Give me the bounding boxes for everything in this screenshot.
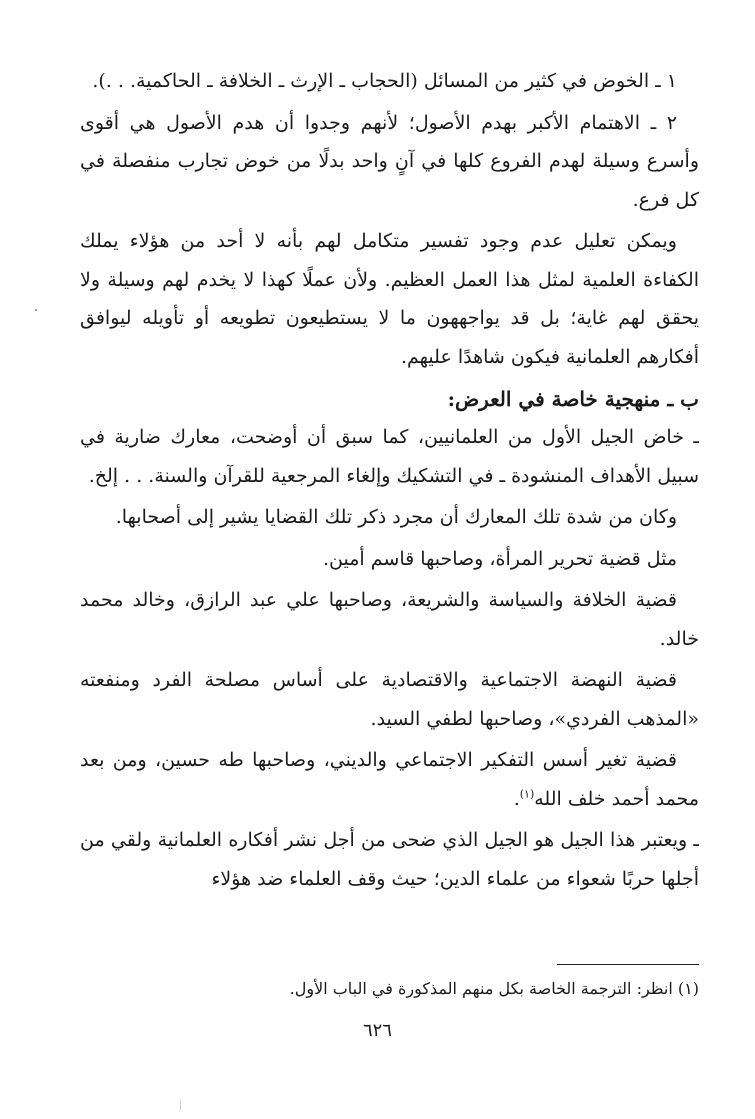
paragraph-4: ـ خاض الجيل الأول من العلمانيين، كما سبق أن أوضحت، معارك ضارية في سبيل الأهداف المنشودة ـ في التشكيك وإلغاء المرجعية للقرآن والسنة. . . إلخ. bbox=[80, 426, 699, 487]
paragraph-5: وكان من شدة تلك المعارك أن مجرد ذكر تلك القضايا يشير إلى أصحابها. bbox=[115, 506, 677, 528]
paragraph-1: ١ ـ الخوض في كثير من المسائل (الحجاب ـ الإرث ـ الخلافة ـ الحاكمية. . .). bbox=[92, 70, 677, 92]
paragraph-7: قضية الخلافة والسياسة والشريعة، وصاحبها علي عبد الرازق، وخالد محمد خالد. bbox=[80, 589, 699, 650]
scan-mark bbox=[180, 1100, 181, 1110]
margin-dot bbox=[35, 309, 37, 311]
paragraph-9-end: . bbox=[513, 787, 520, 810]
footnote: (١) انظر: الترجمة الخاصة بكل منهم المذكورة في الباب الأول. bbox=[289, 979, 699, 998]
section-heading: ب ـ منهجية خاصة في العرض: bbox=[447, 387, 699, 411]
paragraph-6: مثل قضية تحرير المرأة، وصاحبها قاسم أمين. bbox=[323, 547, 677, 570]
footnote-separator bbox=[557, 964, 699, 965]
footnote-marker[interactable]: (١) bbox=[519, 787, 535, 801]
paragraph-8: قضية النهضة الاجتماعية والاقتصادية على أساس مصلحة الفرد ومنفعته «المذهب الفردي»، وصاحبها لطفي السيد. bbox=[80, 669, 699, 730]
paragraph-2: ٢ ـ الاهتمام الأكبر بهدم الأصول؛ لأنهم وجدوا أن هدم الأصول هي أقوى وأسرع وسيلة لهدم الفروع كلها في آنٍ واحد بدلًا من خوض تجارب منفصلة في كل فرع. bbox=[80, 111, 699, 211]
paragraph-9-text: قضية تغير أسس التفكير الاجتماعي والديني، وصاحبها طه حسين، ومن بعد محمد أحمد خلف الله bbox=[80, 749, 699, 810]
paragraph-9 bbox=[80, 741, 699, 818]
page-number: ٦٢٦ bbox=[362, 1020, 392, 1041]
page-body bbox=[80, 62, 699, 901]
paragraph-10: ـ ويعتبر هذا الجيل هو الجيل الذي ضحى من أجل نشر أفكاره العلمانية ولقي من أجلها حربًا شعواء من علماء الدين؛ حيث وقف العلماء ضد هؤلاء bbox=[80, 829, 699, 890]
paragraph-3: ويمكن تعليل عدم وجود تفسير متكامل لهم بأنه لا أحد من هؤلاء يملك الكفاءة العلمية لمثل هذا العمل العظيم. ولأن عملًا كهذا لا يخدم لهم وسيلة ولا يحقق لهم غاية؛ بل قد يواجههون ما لا يستطيعون تطويعه أو تأويله ليوافق أفكارهم العلمانية فيكون شاهدًا عليهم. bbox=[80, 230, 699, 368]
